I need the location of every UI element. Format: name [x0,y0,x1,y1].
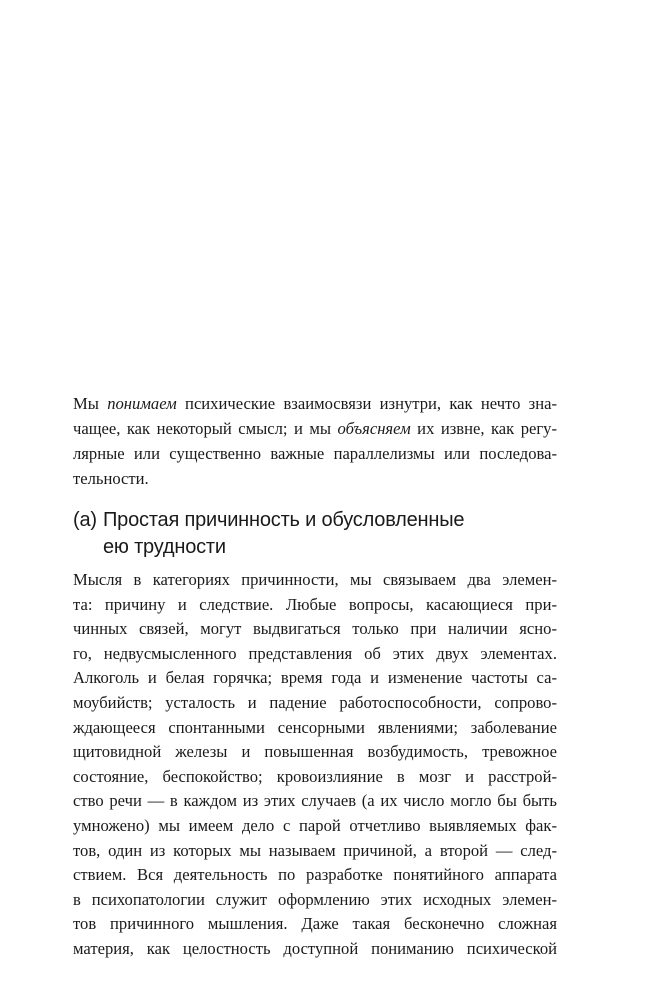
body-line: Алкоголь и белая горячка; время года и изменение частоты са- [73,668,557,688]
intro-line [73,466,557,491]
body-line: ствием. Вся деятельность по разработке понятийного аппарата [73,865,557,885]
body-line: та: причину и следствие. Любые вопросы, касающиеся при- [73,594,557,614]
body-line: тов причинного мышления. Даже такая бесконечно сложная [73,914,557,934]
section-heading-line [73,507,543,534]
intro-line [73,391,557,416]
intro-text: чащее, как некоторый смысл; и мы [73,419,338,438]
body-line: материя, как целостность доступной пониманию психической [73,938,557,958]
body-line: Мысля в категориях причинности, мы связываем два элемен- [73,570,557,589]
section-title: Простая причинность и обусловленные [103,509,465,531]
body-line: моубийств; усталость и падение работоспособности, сопрово- [73,692,557,712]
intro-paragraph [73,391,557,491]
section-title-continuation: ею трудности [103,536,226,558]
body-line: умножено) мы имеем дело с парой отчетливо выявляемых фак- [73,815,557,835]
intro-line [73,416,557,441]
body-line: щитовидной железы и повышенная возбудимость, тревожное [73,742,557,762]
body-line: ждающееся спонтанными сенсорными явлениями; заболевание [73,717,557,737]
body-paragraph [73,568,557,962]
intro-emphasis: объясняем [337,419,411,438]
body-line: ство речи — в каждом из этих случаев (а их число могло бы быть [73,791,557,811]
intro-text: психические взаимосвязи изнутри, как нечто зна- [176,394,557,413]
intro-line [73,441,557,466]
intro-text: тельности. [73,469,149,488]
intro-text: лярные или существенно важные параллелизмы или последова- [73,444,557,463]
intro-text: их извне, как регу- [410,419,557,438]
body-line: го, недвусмысленного представления об этих двух элементах. [73,643,557,663]
section-heading [73,507,543,561]
body-line: чинных связей, могут выдвигаться только при наличии ясно- [73,619,557,639]
body-line: тов, один из которых мы называем причиной, а второй — след- [73,840,557,860]
intro-emphasis: понимаем [107,394,177,413]
intro-text: Мы [73,394,108,413]
body-line: состояние, беспокойство; кровоизлияние в мозг и расстрой- [73,766,557,786]
section-number: (a) [73,509,97,531]
body-line: в психопатологии служит оформлению этих исходных элемен- [73,889,557,909]
